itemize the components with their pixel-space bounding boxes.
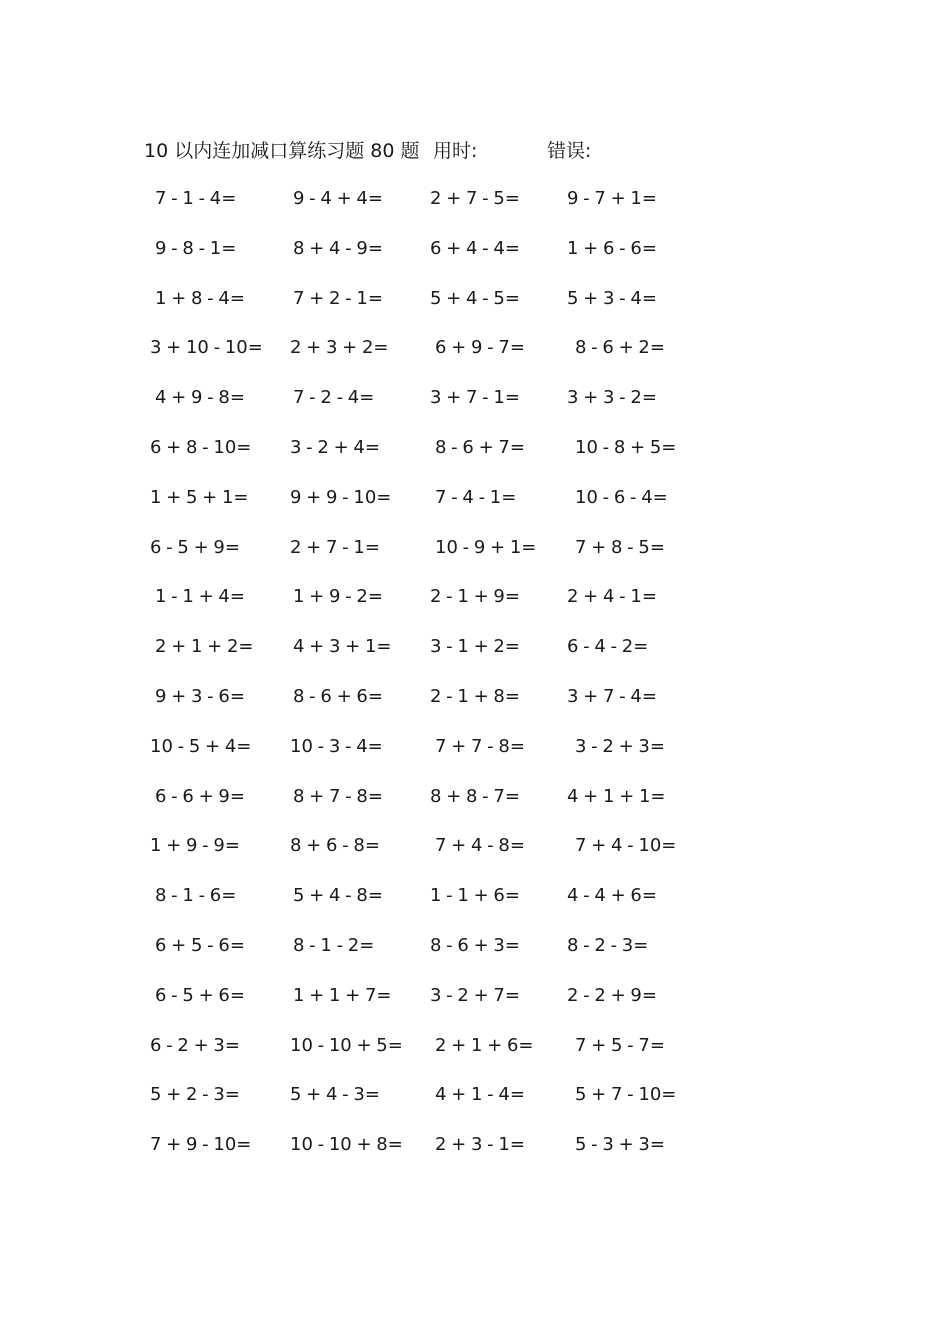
math-problem: 8 - 6 + 2= bbox=[575, 337, 665, 359]
math-problem: 6 + 8 - 10= bbox=[150, 436, 252, 458]
math-problem: 3 + 3 - 2= bbox=[567, 387, 657, 409]
math-problem: 7 + 4 - 8= bbox=[435, 835, 525, 857]
problem-row bbox=[143, 1082, 703, 1132]
problem-row bbox=[143, 1132, 703, 1182]
problem-row bbox=[143, 983, 703, 1033]
math-problem: 1 + 9 - 2= bbox=[293, 586, 383, 608]
math-problem: 9 - 7 + 1= bbox=[567, 188, 657, 209]
math-problem: 8 - 6 + 7= bbox=[435, 436, 525, 458]
math-problem: 8 - 2 - 3= bbox=[567, 934, 649, 956]
math-problem: 7 + 4 - 10= bbox=[575, 835, 677, 857]
problem-row bbox=[143, 734, 703, 784]
math-problem: 7 - 1 - 4= bbox=[155, 188, 237, 209]
math-problem: 5 + 4 - 3= bbox=[290, 1084, 380, 1106]
math-problem: 8 - 1 - 2= bbox=[293, 934, 375, 956]
math-problem: 2 - 1 + 9= bbox=[430, 586, 520, 608]
problem-row bbox=[143, 584, 703, 634]
math-problem: 4 + 3 + 1= bbox=[293, 636, 392, 658]
math-problem: 8 + 4 - 9= bbox=[293, 237, 383, 259]
problem-row bbox=[143, 684, 703, 734]
math-problem: 1 - 1 + 4= bbox=[155, 586, 245, 608]
math-problem: 6 + 4 - 4= bbox=[430, 237, 520, 259]
math-problem: 5 + 4 - 5= bbox=[430, 287, 520, 309]
math-problem: 3 + 7 - 4= bbox=[567, 685, 657, 707]
math-problem: 8 + 7 - 8= bbox=[293, 785, 383, 807]
problem-row bbox=[143, 784, 703, 834]
math-problem: 2 + 3 + 2= bbox=[290, 337, 389, 359]
math-problem: 1 + 8 - 4= bbox=[155, 287, 245, 309]
math-problem: 6 - 2 + 3= bbox=[150, 1034, 240, 1056]
problem-row bbox=[143, 883, 703, 933]
math-problem: 1 - 1 + 6= bbox=[430, 885, 520, 907]
math-problem: 7 - 4 - 1= bbox=[435, 486, 517, 508]
math-problem: 10 - 8 + 5= bbox=[575, 436, 677, 458]
problem-row bbox=[143, 1033, 703, 1083]
problem-row bbox=[143, 335, 703, 385]
math-problem: 3 - 2 + 7= bbox=[430, 984, 520, 1006]
math-problem: 6 - 6 + 9= bbox=[155, 785, 245, 807]
math-problem: 7 + 9 - 10= bbox=[150, 1134, 252, 1156]
math-problem: 7 + 2 - 1= bbox=[293, 287, 383, 309]
math-problem: 10 - 5 + 4= bbox=[150, 735, 252, 757]
problem-grid bbox=[143, 186, 703, 1182]
math-problem: 5 + 4 - 8= bbox=[293, 885, 383, 907]
math-problem: 3 - 2 + 4= bbox=[290, 436, 380, 458]
math-problem: 6 - 5 + 9= bbox=[150, 536, 240, 558]
math-problem: 2 - 1 + 8= bbox=[430, 685, 520, 707]
math-problem: 3 - 1 + 2= bbox=[430, 636, 520, 658]
math-problem: 4 - 4 + 6= bbox=[567, 885, 657, 907]
math-problem: 2 + 1 + 6= bbox=[435, 1034, 534, 1056]
worksheet-title: 10 以内连加减口算练习题 80 题 bbox=[144, 140, 420, 162]
errors-label: 错误: bbox=[547, 140, 592, 162]
problem-row bbox=[143, 435, 703, 485]
math-problem: 2 + 7 - 1= bbox=[290, 536, 380, 558]
problem-row bbox=[143, 833, 703, 883]
math-problem: 6 - 4 - 2= bbox=[567, 636, 649, 658]
math-problem: 8 + 8 - 7= bbox=[430, 785, 520, 807]
math-problem: 8 + 6 - 8= bbox=[290, 835, 380, 857]
math-problem: 8 - 6 + 6= bbox=[293, 685, 383, 707]
math-problem: 6 - 5 + 6= bbox=[155, 984, 245, 1006]
math-problem: 10 - 3 - 4= bbox=[290, 735, 383, 757]
math-problem: 10 - 10 + 8= bbox=[290, 1134, 403, 1156]
math-problem: 1 + 9 - 9= bbox=[150, 835, 240, 857]
math-problem: 7 + 5 - 7= bbox=[575, 1034, 665, 1056]
math-problem: 6 + 9 - 7= bbox=[435, 337, 525, 359]
math-problem: 4 + 1 - 4= bbox=[435, 1084, 525, 1106]
math-problem: 1 + 5 + 1= bbox=[150, 486, 249, 508]
problem-row bbox=[143, 485, 703, 535]
math-problem: 2 + 1 + 2= bbox=[155, 636, 254, 658]
math-problem: 3 + 10 - 10= bbox=[150, 337, 263, 359]
math-problem: 7 + 7 - 8= bbox=[435, 735, 525, 757]
problem-row bbox=[143, 186, 703, 236]
math-problem: 8 - 6 + 3= bbox=[430, 934, 520, 956]
math-problem: 9 - 8 - 1= bbox=[155, 237, 237, 259]
math-problem: 6 + 5 - 6= bbox=[155, 934, 245, 956]
problem-row bbox=[143, 286, 703, 336]
math-problem: 10 - 9 + 1= bbox=[435, 536, 537, 558]
problem-row bbox=[143, 535, 703, 585]
math-problem: 5 - 3 + 3= bbox=[575, 1134, 665, 1156]
math-problem: 8 - 1 - 6= bbox=[155, 885, 237, 907]
math-problem: 4 + 9 - 8= bbox=[155, 387, 245, 409]
problem-row bbox=[143, 385, 703, 435]
math-problem: 9 + 3 - 6= bbox=[155, 685, 245, 707]
math-problem: 7 - 2 - 4= bbox=[293, 387, 375, 409]
math-problem: 4 + 1 + 1= bbox=[567, 785, 666, 807]
math-problem: 10 - 10 + 5= bbox=[290, 1034, 403, 1056]
math-problem: 5 + 7 - 10= bbox=[575, 1084, 677, 1106]
math-problem: 3 - 2 + 3= bbox=[575, 735, 665, 757]
math-problem: 1 + 1 + 7= bbox=[293, 984, 392, 1006]
math-problem: 1 + 6 - 6= bbox=[567, 237, 657, 259]
math-problem: 10 - 6 - 4= bbox=[575, 486, 668, 508]
problem-row bbox=[143, 236, 703, 286]
math-problem: 9 - 4 + 4= bbox=[293, 188, 383, 209]
problem-row bbox=[143, 634, 703, 684]
math-problem: 5 + 3 - 4= bbox=[567, 287, 657, 309]
math-problem: 3 + 7 - 1= bbox=[430, 387, 520, 409]
math-problem: 5 + 2 - 3= bbox=[150, 1084, 240, 1106]
problem-row bbox=[143, 933, 703, 983]
math-problem: 7 + 8 - 5= bbox=[575, 536, 665, 558]
math-problem: 2 + 4 - 1= bbox=[567, 586, 657, 608]
time-used-label: 用时: bbox=[433, 140, 478, 162]
math-problem: 2 + 3 - 1= bbox=[435, 1134, 525, 1156]
math-problem: 2 - 2 + 9= bbox=[567, 984, 657, 1006]
math-problem: 2 + 7 - 5= bbox=[430, 188, 520, 209]
math-problem: 9 + 9 - 10= bbox=[290, 486, 392, 508]
